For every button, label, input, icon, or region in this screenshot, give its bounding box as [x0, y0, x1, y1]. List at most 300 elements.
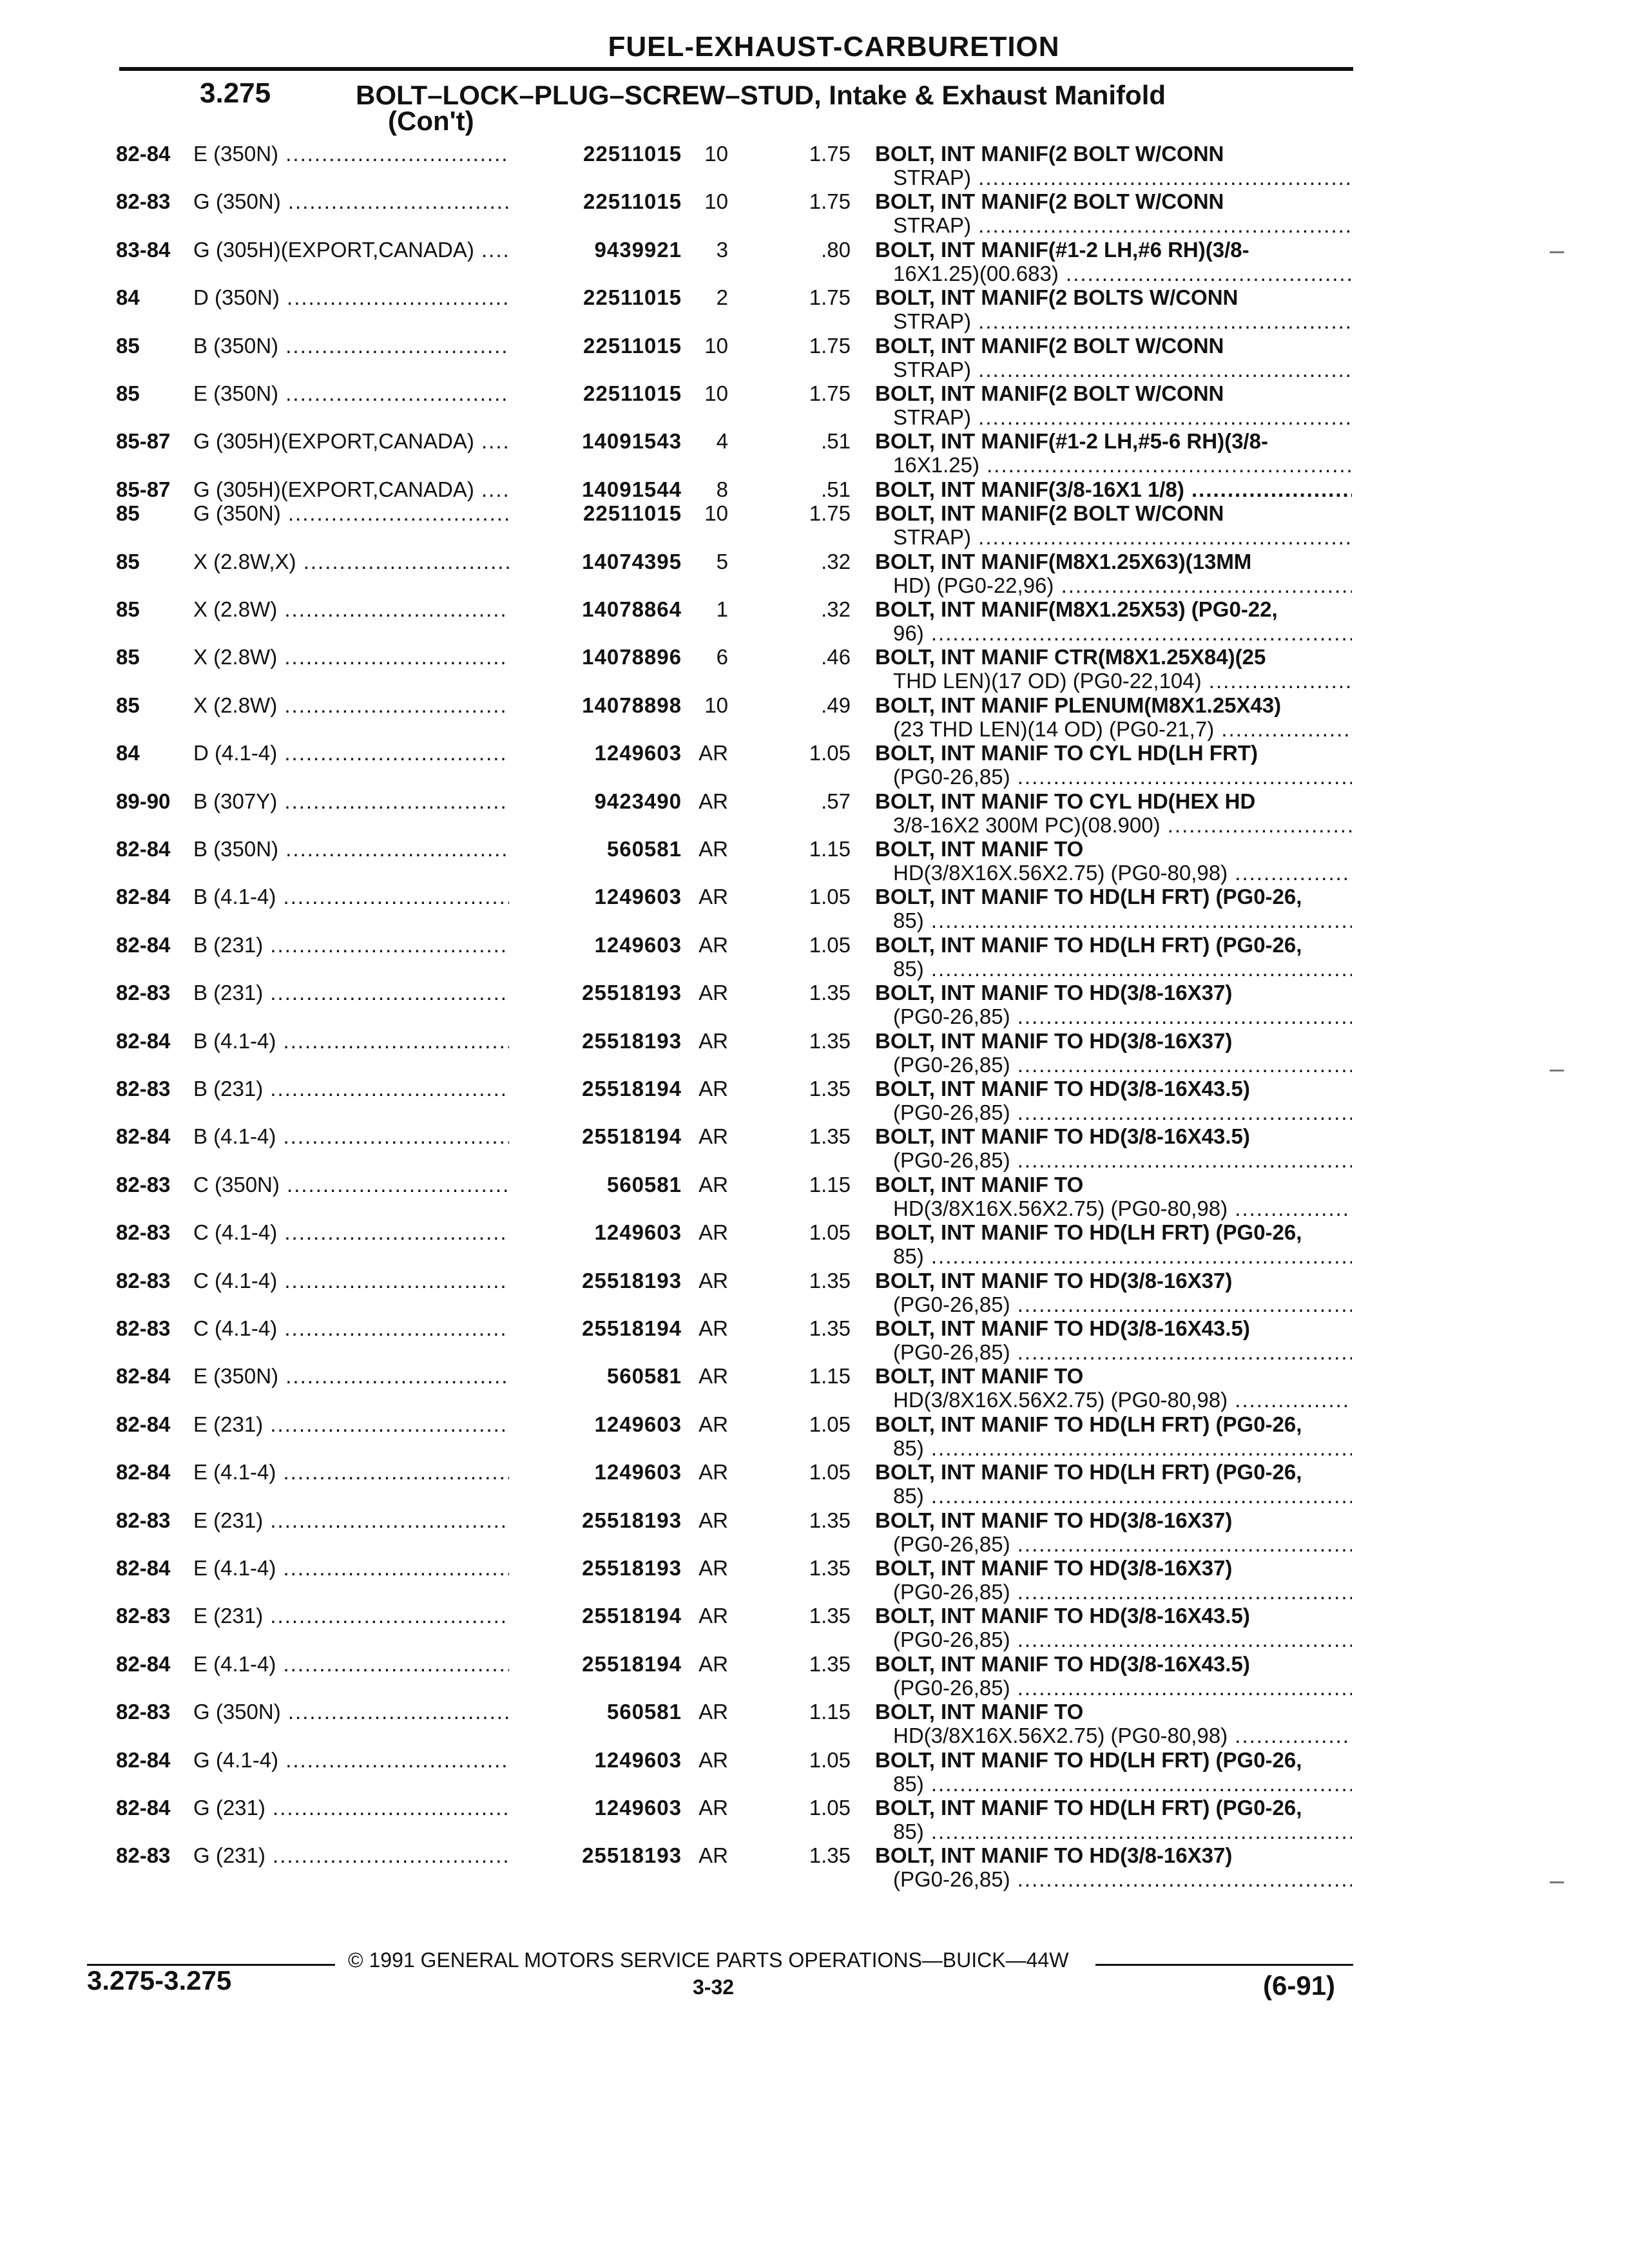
model-engine: B (231) ..... — [193, 933, 551, 957]
price: 1.35 — [809, 1124, 851, 1149]
part-number: 25518194 — [509, 1124, 682, 1148]
quantity: AR — [699, 789, 728, 813]
description-line: BOLT, INT MANIF TO HD(3/8-16X37) — [875, 1028, 1233, 1053]
description-line: HD(3/8X16X.56X2.75) (PG0-80,98) ..... — [875, 1724, 1352, 1747]
quantity: 10 — [704, 333, 728, 358]
model-engine: E (4.1-4) ..... — [193, 1460, 551, 1484]
description-line: STRAP) ..... — [875, 213, 1352, 237]
part-description — [875, 1077, 1352, 1124]
footer-section-range: 3.275-3.275 — [87, 1965, 232, 1995]
table-row — [0, 285, 1629, 333]
quantity: AR — [699, 1556, 728, 1580]
part-description — [875, 501, 1352, 549]
model-engine: E (4.1-4) ..... — [193, 1556, 551, 1580]
quantity: AR — [699, 885, 728, 909]
part-number: 25518193 — [509, 1556, 682, 1580]
model-engine: E (350N) ..... — [193, 1364, 551, 1388]
quantity: AR — [699, 1364, 728, 1389]
footer-page-number: 3-32 — [693, 1975, 735, 1999]
table-row — [0, 1556, 1629, 1604]
model-engine: G (305H)(EXPORT,CANADA) ..... — [193, 429, 551, 453]
quantity: 5 — [716, 549, 728, 573]
table-row — [0, 1748, 1629, 1796]
part-number: 14091543 — [509, 429, 682, 453]
part-number: 14078896 — [509, 645, 682, 669]
part-number: 1249603 — [509, 1796, 682, 1820]
model-years: 85 — [116, 333, 140, 358]
model-years: 82-84 — [116, 1747, 171, 1772]
footer-date-code: (6-91) — [1263, 1970, 1336, 2001]
model-years: 82-84 — [116, 1124, 171, 1149]
description-line: BOLT, INT MANIF TO HD(LH FRT) (PG0-26, — [875, 1220, 1302, 1245]
model-years: 82-83 — [116, 1220, 171, 1245]
part-number: 25518193 — [509, 1843, 682, 1867]
quantity: 10 — [704, 142, 728, 166]
description-line: BOLT, INT MANIF(2 BOLT W/CONN — [875, 189, 1224, 214]
part-description — [875, 1843, 1352, 1891]
part-description — [875, 741, 1352, 789]
table-row — [0, 1029, 1629, 1077]
description-line: (PG0-26,85) ..... — [875, 1580, 1352, 1604]
price: 1.75 — [809, 189, 851, 214]
table-row — [0, 1077, 1629, 1124]
description-line: (PG0-26,85) ..... — [875, 1867, 1352, 1891]
model-years: 82-84 — [116, 837, 171, 861]
part-number: 1249603 — [509, 933, 682, 957]
model-years: 82-84 — [116, 885, 171, 909]
model-years: 82-83 — [116, 1172, 171, 1196]
part-description — [875, 1220, 1352, 1268]
part-description — [875, 1652, 1352, 1700]
part-number: 560581 — [509, 837, 682, 861]
part-description — [875, 1460, 1352, 1508]
part-description — [875, 789, 1352, 837]
part-description — [875, 1124, 1352, 1172]
part-number: 14078864 — [509, 597, 682, 621]
part-number: 22511015 — [509, 285, 682, 309]
price: 1.05 — [809, 1747, 851, 1772]
description-line: (PG0-26,85) ..... — [875, 1676, 1352, 1700]
model-engine: E (231) ..... — [193, 1412, 551, 1436]
description-line: BOLT, INT MANIF(2 BOLTS W/CONN — [875, 285, 1239, 310]
model-years: 85-87 — [116, 477, 171, 501]
table-row — [0, 693, 1629, 741]
price: 1.05 — [809, 932, 851, 957]
model-engine: C (4.1-4) ..... — [193, 1220, 551, 1244]
quantity: 4 — [716, 429, 728, 454]
price: .32 — [821, 549, 851, 573]
table-row — [0, 597, 1629, 645]
description-line: (PG0-26,85) ..... — [875, 1532, 1352, 1556]
model-engine: G (4.1-4) ..... — [193, 1748, 551, 1772]
margin-mark — [1550, 1881, 1564, 1883]
table-row — [0, 1796, 1629, 1843]
table-row — [0, 501, 1629, 549]
part-number: 25518194 — [509, 1077, 682, 1100]
table-row — [0, 1508, 1629, 1556]
description-line: (PG0-26,85) ..... — [875, 765, 1352, 789]
model-engine: E (350N) ..... — [193, 381, 551, 405]
part-number: 22511015 — [509, 501, 682, 525]
part-number: 9423490 — [509, 789, 682, 813]
quantity: AR — [699, 1172, 728, 1196]
part-description — [875, 1508, 1352, 1556]
table-row — [0, 981, 1629, 1028]
description-line: 96) ..... — [875, 621, 1352, 645]
description-line: STRAP) ..... — [875, 405, 1352, 429]
description-line: BOLT, INT MANIF TO CYL HD(LH FRT) — [875, 741, 1258, 765]
model-engine: G (350N) ..... — [193, 501, 551, 525]
quantity: 3 — [716, 237, 728, 262]
description-line: 85) ..... — [875, 1820, 1352, 1843]
part-number: 14074395 — [509, 550, 682, 573]
price: .80 — [821, 237, 851, 262]
part-number: 22511015 — [509, 142, 682, 166]
description-line: (PG0-26,85) ..... — [875, 1100, 1352, 1124]
table-row — [0, 837, 1629, 885]
model-years: 85-87 — [116, 429, 171, 454]
description-line: BOLT, INT MANIF TO HD(LH FRT) (PG0-26, — [875, 1796, 1302, 1820]
description-line: BOLT, INT MANIF TO HD(3/8-16X37) — [875, 1843, 1233, 1868]
price: .51 — [821, 477, 851, 501]
description-line: HD(3/8X16X.56X2.75) (PG0-80,98) ..... — [875, 861, 1352, 885]
model-engine: B (4.1-4) ..... — [193, 1029, 551, 1053]
model-years: 82-84 — [116, 142, 171, 166]
quantity: AR — [699, 1412, 728, 1436]
price: 1.35 — [809, 1316, 851, 1340]
description-line: BOLT, INT MANIF CTR(M8X1.25X84)(25 — [875, 645, 1266, 669]
quantity: AR — [699, 1508, 728, 1532]
price: 1.75 — [809, 142, 851, 166]
model-engine: B (231) ..... — [193, 981, 551, 1004]
model-years: 82-83 — [116, 981, 171, 1005]
model-years: 82-83 — [116, 1700, 171, 1724]
margin-mark — [1550, 251, 1564, 253]
price: 1.35 — [809, 1508, 851, 1532]
part-description — [875, 981, 1352, 1028]
description-line: (PG0-26,85) ..... — [875, 1340, 1352, 1364]
part-description — [875, 285, 1352, 333]
description-line: STRAP) ..... — [875, 358, 1352, 381]
description-line: HD(3/8X16X.56X2.75) (PG0-80,98) ..... — [875, 1388, 1352, 1412]
model-engine: E (231) ..... — [193, 1604, 551, 1628]
part-number: 560581 — [509, 1700, 682, 1724]
quantity: AR — [699, 1604, 728, 1628]
price: .32 — [821, 597, 851, 621]
description-line: BOLT, INT MANIF(2 BOLT W/CONN — [875, 501, 1224, 526]
description-line: BOLT, INT MANIF TO HD(LH FRT) (PG0-26, — [875, 1412, 1302, 1436]
price: 1.05 — [809, 1220, 851, 1245]
quantity: 10 — [704, 501, 728, 526]
model-years: 85 — [116, 693, 140, 717]
table-row — [0, 1412, 1629, 1460]
part-description — [875, 1748, 1352, 1796]
part-number: 1249603 — [509, 1748, 682, 1772]
description-line: BOLT, INT MANIF(#1-2 LH,#5-6 RH)(3/8- — [875, 429, 1268, 454]
price: .46 — [821, 645, 851, 669]
table-row — [0, 238, 1629, 285]
part-number: 22511015 — [509, 334, 682, 358]
section-number: 3.275 — [200, 77, 271, 109]
description-line: 85) ..... — [875, 1772, 1352, 1796]
footer-copyright: © 1991 GENERAL MOTORS SERVICE PARTS OPERATIONS—BUICK—44W — [348, 1948, 1069, 1972]
table-row — [0, 1460, 1629, 1508]
part-description — [875, 238, 1352, 285]
model-engine: G (305H)(EXPORT,CANADA) ..... — [193, 238, 551, 262]
price: 1.35 — [809, 1077, 851, 1100]
model-engine: G (350N) ..... — [193, 1700, 551, 1724]
price: 1.35 — [809, 981, 851, 1005]
model-years: 82-84 — [116, 1028, 171, 1053]
quantity: AR — [699, 1796, 728, 1820]
part-number: 25518193 — [509, 1269, 682, 1293]
description-line: STRAP) ..... — [875, 166, 1352, 189]
table-row — [0, 1124, 1629, 1172]
quantity: AR — [699, 1651, 728, 1676]
table-row — [0, 381, 1629, 429]
description-line: BOLT, INT MANIF TO HD(LH FRT) (PG0-26, — [875, 885, 1302, 909]
description-line: 85) ..... — [875, 1484, 1352, 1508]
table-row — [0, 550, 1629, 597]
model-years: 82-84 — [116, 1796, 171, 1820]
page-header-title: FUEL-EXHAUST-CARBURETION — [608, 31, 1060, 62]
model-years: 82-83 — [116, 1316, 171, 1340]
quantity: 6 — [716, 645, 728, 669]
description-line: BOLT, INT MANIF TO — [875, 1172, 1084, 1196]
part-number: 14078898 — [509, 693, 682, 717]
price: 1.75 — [809, 501, 851, 526]
quantity: AR — [699, 1268, 728, 1293]
section-title — [356, 82, 1166, 134]
model-engine: X (2.8W,X) ..... — [193, 550, 551, 573]
description-line: BOLT, INT MANIF TO — [875, 837, 1084, 861]
model-engine: D (350N) ..... — [193, 285, 551, 309]
part-number: 1249603 — [509, 885, 682, 908]
quantity: AR — [699, 741, 728, 765]
part-number: 1249603 — [509, 1460, 682, 1484]
price: 1.05 — [809, 1412, 851, 1436]
model-years: 85 — [116, 381, 140, 405]
part-description — [875, 1269, 1352, 1316]
description-line: (23 THD LEN)(14 OD) (PG0-21,7) ..... — [875, 717, 1352, 741]
model-years: 82-83 — [116, 1843, 171, 1868]
description-line: BOLT, INT MANIF TO HD(3/8-16X37) — [875, 1268, 1233, 1293]
part-number: 25518194 — [509, 1604, 682, 1628]
part-description — [875, 381, 1352, 429]
model-years: 82-83 — [116, 189, 171, 214]
description-line: 85) ..... — [875, 1436, 1352, 1460]
model-engine: B (231) ..... — [193, 1077, 551, 1100]
quantity: AR — [699, 1028, 728, 1053]
table-row — [0, 885, 1629, 932]
table-row — [0, 1843, 1629, 1891]
model-engine: X (2.8W) ..... — [193, 645, 551, 669]
price: 1.15 — [809, 1700, 851, 1724]
description-line: BOLT, INT MANIF(M8X1.25X63)(13MM — [875, 549, 1252, 573]
part-number: 560581 — [509, 1364, 682, 1388]
part-description — [875, 334, 1352, 381]
table-row — [0, 1220, 1629, 1268]
description-line: BOLT, INT MANIF TO HD(3/8-16X37) — [875, 981, 1233, 1005]
model-engine: B (307Y) ..... — [193, 789, 551, 813]
description-line: HD) (PG0-22,96) ..... — [875, 573, 1352, 597]
model-years: 82-84 — [116, 1460, 171, 1485]
model-engine: G (231) ..... — [193, 1796, 551, 1820]
quantity: AR — [699, 1316, 728, 1340]
description-line: 16X1.25) ..... — [875, 453, 1352, 477]
model-years: 82-83 — [116, 1268, 171, 1293]
part-number: 560581 — [509, 1173, 682, 1196]
description-line: BOLT, INT MANIF TO HD(LH FRT) (PG0-26, — [875, 1460, 1302, 1485]
description-line: BOLT, INT MANIF TO HD(LH FRT) (PG0-26, — [875, 1747, 1302, 1772]
price: 1.35 — [809, 1268, 851, 1293]
description-line: STRAP) ..... — [875, 525, 1352, 549]
part-number: 9439921 — [509, 238, 682, 262]
part-number: 22511015 — [509, 381, 682, 405]
table-row — [0, 741, 1629, 789]
part-description — [875, 429, 1352, 477]
table-row — [0, 1173, 1629, 1220]
description-line: BOLT, INT MANIF TO HD(LH FRT) (PG0-26, — [875, 932, 1302, 957]
part-number: 25518193 — [509, 981, 682, 1004]
model-years: 84 — [116, 285, 140, 310]
description-line: THD LEN)(17 OD) (PG0-22,104) ..... — [875, 669, 1352, 693]
description-line: 85) ..... — [875, 908, 1352, 932]
price: 1.35 — [809, 1651, 851, 1676]
part-number: 1249603 — [509, 1220, 682, 1244]
model-engine: G (305H)(EXPORT,CANADA) ..... — [193, 477, 551, 501]
part-number: 25518193 — [509, 1029, 682, 1053]
section-title-text: BOLT–LOCK–PLUG–SCREW–STUD, Intake & Exhaust Manifold — [356, 80, 1166, 110]
price: .57 — [821, 789, 851, 813]
part-description — [875, 1604, 1352, 1651]
quantity: AR — [699, 932, 728, 957]
price: 1.75 — [809, 333, 851, 358]
model-engine: G (231) ..... — [193, 1843, 551, 1867]
model-engine: B (4.1-4) ..... — [193, 1124, 551, 1148]
model-engine: B (350N) ..... — [193, 334, 551, 358]
model-years: 82-84 — [116, 1364, 171, 1389]
quantity: AR — [699, 1460, 728, 1485]
price: 1.05 — [809, 741, 851, 765]
price: 1.15 — [809, 1364, 851, 1389]
model-engine: D (4.1-4) ..... — [193, 741, 551, 765]
model-engine: B (350N) ..... — [193, 837, 551, 861]
price: 1.35 — [809, 1028, 851, 1053]
part-description — [875, 1316, 1352, 1364]
model-years: 85 — [116, 645, 140, 669]
description-line: BOLT, INT MANIF PLENUM(M8X1.25X43) — [875, 693, 1282, 717]
quantity: AR — [699, 981, 728, 1005]
price: 1.05 — [809, 885, 851, 909]
table-row — [0, 334, 1629, 381]
quantity: AR — [699, 1747, 728, 1772]
part-number: 22511015 — [509, 189, 682, 213]
margin-mark — [1550, 1070, 1564, 1072]
description-line: (PG0-26,85) ..... — [875, 1148, 1352, 1172]
price: .49 — [821, 693, 851, 717]
description-line: HD(3/8X16X.56X2.75) (PG0-80,98) ..... — [875, 1196, 1352, 1220]
description-line: STRAP) ..... — [875, 309, 1352, 333]
part-description — [875, 1556, 1352, 1604]
model-engine: C (4.1-4) ..... — [193, 1316, 551, 1340]
part-description — [875, 1029, 1352, 1077]
table-row — [0, 789, 1629, 837]
part-number: 1249603 — [509, 741, 682, 765]
part-description — [875, 550, 1352, 597]
part-description — [875, 1412, 1352, 1460]
price: 1.15 — [809, 1172, 851, 1196]
model-years: 82-84 — [116, 1651, 171, 1676]
table-row — [0, 1316, 1629, 1364]
description-line: BOLT, INT MANIF(2 BOLT W/CONN — [875, 381, 1224, 405]
price: 1.75 — [809, 381, 851, 405]
description-line: BOLT, INT MANIF TO — [875, 1700, 1084, 1724]
part-number: 25518193 — [509, 1508, 682, 1532]
quantity: AR — [699, 1700, 728, 1724]
model-years: 82-84 — [116, 1556, 171, 1580]
part-description — [875, 189, 1352, 237]
part-description — [875, 142, 1352, 189]
model-years: 82-83 — [116, 1604, 171, 1628]
part-description — [875, 1364, 1352, 1412]
model-years: 84 — [116, 741, 140, 765]
model-years: 85 — [116, 597, 140, 621]
description-line: BOLT, INT MANIF(M8X1.25X53) (PG0-22, — [875, 597, 1278, 621]
description-line: (PG0-26,85) ..... — [875, 1628, 1352, 1651]
model-years: 85 — [116, 549, 140, 573]
table-row — [0, 645, 1629, 693]
description-line: 85) ..... — [875, 957, 1352, 981]
description-line: BOLT, INT MANIF(#1-2 LH,#6 RH)(3/8- — [875, 237, 1249, 262]
table-row — [0, 1604, 1629, 1651]
quantity: AR — [699, 1843, 728, 1868]
header-rule — [119, 67, 1353, 71]
quantity: 10 — [704, 189, 728, 214]
description-line: 85) ..... — [875, 1244, 1352, 1268]
model-years: 83-84 — [116, 237, 171, 262]
quantity: 8 — [716, 477, 728, 501]
quantity: AR — [699, 1077, 728, 1100]
quantity: 1 — [716, 597, 728, 621]
description-line: BOLT, INT MANIF(2 BOLT W/CONN — [875, 142, 1224, 166]
price: 1.35 — [809, 1604, 851, 1628]
table-row — [0, 1364, 1629, 1412]
table-row — [0, 1652, 1629, 1700]
part-number: 25518194 — [509, 1652, 682, 1676]
model-engine: X (2.8W) ..... — [193, 597, 551, 621]
model-years: 82-83 — [116, 1077, 171, 1100]
quantity: 2 — [716, 285, 728, 310]
part-description — [875, 837, 1352, 885]
price: .51 — [821, 429, 851, 454]
part-description — [875, 477, 1352, 501]
description-line: BOLT, INT MANIF TO HD(3/8-16X37) — [875, 1508, 1233, 1532]
quantity: AR — [699, 1124, 728, 1149]
quantity: 10 — [704, 381, 728, 405]
footer-rule-right — [1095, 1964, 1353, 1966]
part-description — [875, 645, 1352, 693]
model-engine: E (231) ..... — [193, 1508, 551, 1532]
price: 1.15 — [809, 837, 851, 861]
quantity: AR — [699, 1220, 728, 1245]
description-line: 16X1.25)(00.683) ..... — [875, 262, 1352, 285]
model-years: 82-84 — [116, 932, 171, 957]
part-description — [875, 885, 1352, 932]
table-row — [0, 429, 1629, 477]
model-engine: E (350N) ..... — [193, 142, 551, 166]
price: 1.05 — [809, 1796, 851, 1820]
